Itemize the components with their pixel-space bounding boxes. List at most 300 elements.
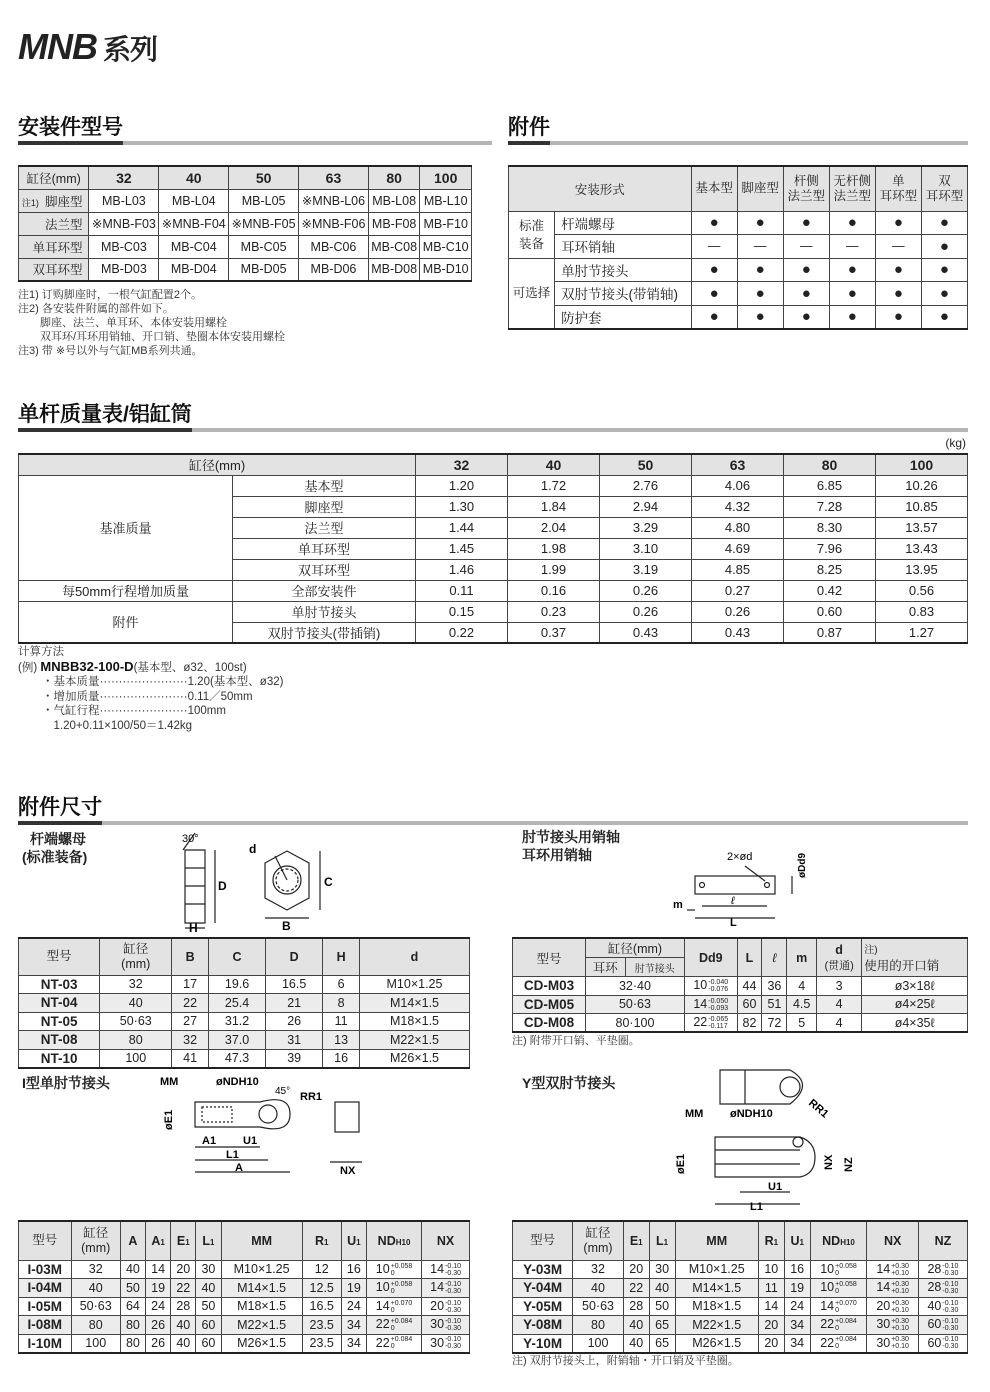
cell: 34 bbox=[341, 1334, 366, 1353]
tol-lower: 0 bbox=[835, 1325, 840, 1333]
tolerance bbox=[708, 998, 728, 1012]
header-subscript: 1 bbox=[185, 1237, 190, 1247]
tolerance bbox=[391, 1263, 413, 1277]
header-bore-63: 63 bbox=[692, 454, 784, 475]
mass-value: 1.45 bbox=[416, 538, 508, 559]
double-knuckle-diagram bbox=[650, 1062, 890, 1212]
table-row bbox=[19, 258, 472, 281]
included-dot: ● bbox=[783, 258, 829, 282]
table-row bbox=[509, 282, 968, 306]
cell: 14 +0.070 0 bbox=[810, 1297, 867, 1316]
header-line: 杆侧 bbox=[793, 173, 819, 188]
cell: 12.5 bbox=[302, 1279, 341, 1298]
dim-D-label: D bbox=[218, 879, 227, 893]
note-line: 双耳环/耳环用销轴、开口销、垫圈本体安装用螺栓 bbox=[18, 331, 286, 343]
tolerance bbox=[891, 1300, 909, 1314]
tolerance bbox=[891, 1336, 909, 1350]
not-applicable: — bbox=[691, 235, 737, 259]
mass-value: 8.25 bbox=[784, 559, 876, 580]
cell: MB-F08 bbox=[368, 212, 420, 235]
tol-lower: -0.30 bbox=[445, 1325, 462, 1333]
included-dot: ● bbox=[875, 211, 921, 235]
pin-note: 注) 附带开口销、平垫圈。 bbox=[512, 1035, 640, 1047]
tol-upper: +0.084 bbox=[390, 1318, 413, 1326]
NZ-label: NZ bbox=[843, 1157, 855, 1172]
mass-value: 1.44 bbox=[416, 517, 508, 538]
header-line: 缸径 bbox=[585, 1225, 611, 1240]
tol-lower: -0.30 bbox=[942, 1306, 959, 1314]
group-label bbox=[509, 211, 555, 258]
mass-value: 13.95 bbox=[876, 559, 968, 580]
tol-lower: -0.30 bbox=[942, 1325, 959, 1333]
nut-table bbox=[18, 937, 470, 1069]
table-row bbox=[513, 1297, 968, 1316]
table-row bbox=[19, 580, 968, 601]
mounting-notes bbox=[18, 288, 285, 358]
table-row bbox=[19, 1012, 470, 1031]
MM-label: MM bbox=[685, 1108, 704, 1120]
tol-lower: 0 bbox=[835, 1306, 840, 1314]
tol-upper: +0.30 bbox=[891, 1336, 909, 1344]
tolerance bbox=[445, 1300, 461, 1314]
tol-upper: +0.30 bbox=[891, 1299, 909, 1307]
cell: MB-C08 bbox=[368, 235, 420, 258]
header-line: (mm) bbox=[583, 1240, 613, 1255]
cell: MB-D03 bbox=[89, 258, 159, 281]
mass-value: 1.98 bbox=[508, 538, 600, 559]
tol-upper: -0.10 bbox=[942, 1299, 959, 1307]
included-dot: ● bbox=[783, 211, 829, 235]
header-subscript: H10 bbox=[395, 1237, 411, 1247]
cell: 34 bbox=[784, 1334, 810, 1353]
included-dot: ● bbox=[737, 258, 783, 282]
item-name: 双耳环型 bbox=[233, 559, 416, 580]
single-knuckle-diagram bbox=[150, 1072, 380, 1182]
header-bore-50: 50 bbox=[600, 454, 692, 475]
mass-value: 0.43 bbox=[600, 622, 692, 643]
header-mount-type bbox=[829, 166, 875, 211]
U1-label: U1 bbox=[768, 1181, 783, 1193]
header-pin: 注) 使用的开口销 bbox=[862, 938, 968, 977]
cell: 30 bbox=[196, 1260, 221, 1279]
item-name: 单耳环型 bbox=[233, 538, 416, 559]
row-label bbox=[19, 235, 89, 258]
calc-model: MNBB32-100-D bbox=[40, 658, 134, 674]
table-row bbox=[513, 1334, 968, 1353]
table-row bbox=[19, 1049, 470, 1068]
cell: 60 -0.10 -0.30 bbox=[918, 1334, 967, 1353]
mass-value: 0.26 bbox=[600, 601, 692, 622]
cell: M14×1.5 bbox=[675, 1279, 758, 1298]
mass-value: 0.83 bbox=[876, 601, 968, 622]
tolerance bbox=[708, 979, 728, 993]
model-cell: Y-05M bbox=[513, 1297, 573, 1316]
tol-lower: -0.30 bbox=[942, 1288, 959, 1296]
header-line: (mm) bbox=[81, 1240, 111, 1255]
calc-line: ・基本质量·······················1.20(基本型、ø32) bbox=[42, 676, 284, 688]
header-bore-40: 40 bbox=[508, 454, 600, 475]
group-label-line: 可选择 bbox=[512, 286, 551, 300]
mass-value: 3.10 bbox=[600, 538, 692, 559]
note-line: 注2) 各安装件附属的部件如下。 bbox=[18, 303, 174, 315]
mass-value: 0.60 bbox=[784, 601, 876, 622]
header-ndh10: NDH10 bbox=[810, 1221, 867, 1260]
included-dot: ● bbox=[691, 282, 737, 306]
model-cell: Y-10M bbox=[513, 1334, 573, 1353]
dim-C-label: C bbox=[324, 875, 333, 889]
cell: 26 bbox=[266, 1012, 323, 1031]
cell: M10×1.25 bbox=[675, 1260, 758, 1279]
tol-upper: -0.10 bbox=[445, 1318, 462, 1326]
included-dot: ● bbox=[921, 211, 967, 235]
pin-cell: ø4×35ℓ bbox=[862, 1014, 968, 1033]
included-dot: ● bbox=[829, 211, 875, 235]
mounting-heading: 安装件型号 bbox=[18, 115, 492, 145]
header-e1: E1 bbox=[623, 1221, 649, 1260]
dim-L-label: L bbox=[730, 917, 737, 928]
header-bore-32: 32 bbox=[89, 166, 159, 189]
included-dot: ● bbox=[691, 211, 737, 235]
tol-upper: -0.10 bbox=[942, 1336, 959, 1344]
row-label-text: 单耳环型 bbox=[32, 240, 83, 255]
pin-cell: ø3×18ℓ bbox=[862, 977, 968, 996]
table-row bbox=[513, 977, 968, 996]
cell: 50·63 bbox=[71, 1297, 120, 1316]
nut-title: 杆端螺母 (标准装备) bbox=[22, 831, 88, 865]
header-mm: MM bbox=[221, 1221, 302, 1260]
cell: 14 -0.10 -0.30 bbox=[422, 1279, 470, 1298]
table-row bbox=[19, 189, 472, 212]
included-dot: ● bbox=[875, 282, 921, 306]
tolerance bbox=[942, 1318, 958, 1332]
row-label bbox=[19, 258, 89, 281]
cell: 64 bbox=[120, 1297, 145, 1316]
cell: 11 bbox=[758, 1279, 784, 1298]
cell: 30 -0.10 -0.30 bbox=[422, 1334, 470, 1353]
cell: 10 +0.058 0 bbox=[810, 1260, 867, 1279]
model-cell: CD-M03 bbox=[513, 977, 586, 996]
tolerance bbox=[891, 1263, 909, 1277]
row-label bbox=[19, 189, 89, 212]
m-cell: 4 bbox=[787, 977, 817, 996]
cell: M14×1.5 bbox=[360, 994, 470, 1013]
tol-upper: -0.10 bbox=[942, 1318, 959, 1326]
cell: 50 bbox=[196, 1297, 221, 1316]
cell: M10×1.25 bbox=[221, 1260, 302, 1279]
note-line: 注3) 带 ※号以外与气缸MB系列共通。 bbox=[18, 345, 203, 357]
cell: M26×1.5 bbox=[221, 1334, 302, 1353]
cell: 80 bbox=[573, 1316, 624, 1335]
cell: 24 bbox=[341, 1297, 366, 1316]
table-row bbox=[19, 1297, 470, 1316]
bore-cell: 32·40 bbox=[585, 977, 684, 996]
table-row bbox=[19, 1260, 470, 1279]
row-label-text: 双耳环型 bbox=[32, 263, 83, 278]
cell: 50·63 bbox=[100, 1012, 172, 1031]
tolerance bbox=[708, 1016, 728, 1030]
cell: 22 bbox=[623, 1279, 649, 1298]
header-bore-100: 100 bbox=[420, 166, 472, 189]
cell: 40 bbox=[623, 1334, 649, 1353]
cell: 32 bbox=[100, 975, 172, 994]
tol-upper: +0.058 bbox=[390, 1281, 413, 1289]
cell: 31 bbox=[266, 1031, 323, 1050]
header-subscript: 1 bbox=[663, 1237, 669, 1247]
header-ndh10: NDH10 bbox=[366, 1221, 421, 1260]
not-applicable: — bbox=[737, 235, 783, 259]
header-m: m bbox=[787, 938, 817, 977]
cell: 100 bbox=[100, 1049, 172, 1068]
table-row bbox=[513, 1260, 968, 1279]
included-dot: ● bbox=[829, 305, 875, 329]
tolerance bbox=[835, 1318, 857, 1332]
item-name: 双肘节接头(带插销) bbox=[233, 622, 416, 643]
mounting-table bbox=[18, 165, 472, 282]
series-name: MNB bbox=[18, 26, 97, 67]
accessory-heading: 附件 bbox=[508, 115, 968, 145]
table-row bbox=[19, 212, 472, 235]
tol-lower: +0.10 bbox=[891, 1343, 909, 1351]
item-name: 耳环销轴 bbox=[555, 235, 692, 259]
NX-label: NX bbox=[823, 1154, 835, 1170]
header-a1: A1 bbox=[146, 1221, 171, 1260]
tolerance bbox=[391, 1336, 413, 1350]
tol-upper: -0.10 bbox=[445, 1336, 462, 1344]
bore-cell: 50·63 bbox=[585, 995, 684, 1014]
tol-upper: +0.30 bbox=[891, 1281, 909, 1289]
cell: 30 +0.30 +0.10 bbox=[867, 1316, 918, 1335]
tol-lower: -0.30 bbox=[445, 1288, 462, 1296]
mass-value: 13.57 bbox=[876, 517, 968, 538]
model-cell: NT-05 bbox=[19, 1012, 100, 1031]
tolerance bbox=[391, 1281, 413, 1295]
pin-table bbox=[512, 937, 968, 1033]
row-label bbox=[19, 212, 89, 235]
cell: 28 bbox=[171, 1297, 196, 1316]
header-line: 法兰型 bbox=[787, 188, 825, 203]
tolerance bbox=[835, 1336, 857, 1350]
cell: 22 bbox=[172, 994, 209, 1013]
header-bore-50: 50 bbox=[229, 166, 299, 189]
mass-value: 7.28 bbox=[784, 496, 876, 517]
cell: 14 +0.30 +0.10 bbox=[867, 1260, 918, 1279]
cell: ※MNB-F03 bbox=[89, 212, 159, 235]
header-line: 无杆侧 bbox=[833, 173, 872, 188]
table-row bbox=[513, 995, 968, 1014]
table-row bbox=[19, 1279, 470, 1298]
cell: MB-D06 bbox=[299, 258, 369, 281]
cell: 22 +0.084 0 bbox=[366, 1316, 421, 1335]
mass-value: 4.06 bbox=[692, 475, 784, 496]
cell: 28 bbox=[623, 1297, 649, 1316]
tolerance bbox=[942, 1263, 958, 1277]
mass-value: 2.04 bbox=[508, 517, 600, 538]
cell: M18×1.5 bbox=[675, 1297, 758, 1316]
L-cell: 60 bbox=[737, 995, 762, 1014]
header-r1: R1 bbox=[758, 1221, 784, 1260]
calc-line: 1.20+0.11×100/50＝1.42kg bbox=[42, 719, 193, 732]
cell: 65 bbox=[649, 1316, 675, 1335]
cell: MB-L10 bbox=[420, 189, 472, 212]
cell: 25.4 bbox=[209, 994, 266, 1013]
model-cell: NT-08 bbox=[19, 1031, 100, 1050]
cell: 22 +0.084 0 bbox=[810, 1334, 867, 1353]
cell: 10 bbox=[758, 1260, 784, 1279]
mass-value: 4.80 bbox=[692, 517, 784, 538]
cell: 80 bbox=[120, 1334, 145, 1353]
cell: 31.2 bbox=[209, 1012, 266, 1031]
header-bore: 缸径(mm) bbox=[19, 454, 416, 475]
m-cell: 5 bbox=[787, 1014, 817, 1033]
header-line: 双 bbox=[938, 173, 951, 188]
tolerance bbox=[942, 1281, 958, 1295]
cell: 14 +0.070 0 bbox=[366, 1297, 421, 1316]
header-bore-32: 32 bbox=[416, 454, 508, 475]
included-dot: ● bbox=[691, 258, 737, 282]
mass-table bbox=[18, 453, 968, 644]
mass-value: 0.22 bbox=[416, 622, 508, 643]
tolerance bbox=[445, 1281, 461, 1295]
cell: 16 bbox=[323, 1049, 360, 1068]
tol-upper: -0.10 bbox=[942, 1262, 959, 1270]
bore-cell: 80·100 bbox=[585, 1014, 684, 1033]
cell: 40 bbox=[649, 1279, 675, 1298]
dim-Dd9-label: øDd9 bbox=[797, 853, 808, 878]
cell: 80 bbox=[100, 1031, 172, 1050]
group-label: 每50mm行程增加质量 bbox=[19, 580, 233, 601]
header-subscript: 1 bbox=[773, 1237, 779, 1247]
item-name: 防护套 bbox=[555, 305, 692, 329]
header-line: 单 bbox=[892, 173, 905, 188]
cell: 40 bbox=[623, 1316, 649, 1335]
cell: 50 bbox=[120, 1279, 145, 1298]
header-model: 型号 bbox=[19, 1221, 72, 1260]
pin-diagram bbox=[665, 838, 815, 928]
cell: 50 bbox=[649, 1297, 675, 1316]
mass-value: 0.15 bbox=[416, 601, 508, 622]
group-label: 附件 bbox=[19, 601, 233, 643]
calc-title: 计算方法 bbox=[18, 646, 64, 658]
included-dot: ● bbox=[783, 282, 829, 306]
E1-label: øE1 bbox=[675, 1153, 687, 1174]
item-name: 双肘节接头(带销轴) bbox=[555, 282, 692, 306]
L1-label: L1 bbox=[750, 1201, 763, 1212]
cell: 19 bbox=[341, 1279, 366, 1298]
mass-unit: (kg) bbox=[945, 436, 966, 450]
cell: 40 bbox=[120, 1260, 145, 1279]
table-row bbox=[19, 235, 472, 258]
cell: MB-C10 bbox=[420, 235, 472, 258]
accessory-table bbox=[508, 165, 968, 330]
cell: 100 bbox=[573, 1334, 624, 1353]
header-D: Dd9 bbox=[685, 938, 738, 977]
l-cell: 51 bbox=[762, 995, 787, 1014]
included-dot: ● bbox=[691, 305, 737, 329]
cell: MB-F10 bbox=[420, 212, 472, 235]
d-cell: 4 bbox=[816, 995, 861, 1014]
pin-title: 肘节接头用销轴 耳环用销轴 bbox=[522, 829, 620, 863]
cell: 20 bbox=[171, 1260, 196, 1279]
tol-upper: +0.058 bbox=[835, 1262, 857, 1270]
mass-value: 6.85 bbox=[784, 475, 876, 496]
L-cell: 82 bbox=[737, 1014, 762, 1033]
cell: 16 bbox=[784, 1260, 810, 1279]
mass-value: 0.56 bbox=[876, 580, 968, 601]
cell: 16.5 bbox=[302, 1297, 341, 1316]
included-dot: ● bbox=[921, 282, 967, 306]
header-subscript: 1 bbox=[210, 1237, 215, 1247]
cell: 34 bbox=[341, 1316, 366, 1335]
cell: 20 -0.10 -0.30 bbox=[422, 1297, 470, 1316]
cell: M10×1.25 bbox=[360, 975, 470, 994]
D-cell: 22 -0.065 -0.117 bbox=[685, 1014, 738, 1033]
included-dot: ● bbox=[875, 258, 921, 282]
cell: ※MNB-L06 bbox=[299, 189, 369, 212]
mass-value: 4.32 bbox=[692, 496, 784, 517]
A-label: A bbox=[235, 1162, 243, 1174]
cell: 28 -0.10 -0.30 bbox=[918, 1260, 967, 1279]
model-cell: I-08M bbox=[19, 1316, 72, 1335]
tol-lower: -0.076 bbox=[708, 986, 729, 994]
header-line: 耳环型 bbox=[879, 188, 918, 203]
table-row bbox=[19, 1031, 470, 1050]
model-cell: NT-03 bbox=[19, 975, 100, 994]
mass-value: 0.42 bbox=[784, 580, 876, 601]
tol-upper: +0.070 bbox=[835, 1299, 857, 1307]
cell: 40 bbox=[171, 1334, 196, 1353]
tolerance bbox=[445, 1263, 461, 1277]
tol-upper: -0.10 bbox=[445, 1281, 462, 1289]
item-name: 单肘节接头 bbox=[233, 601, 416, 622]
header-bore: 缸径(mm) bbox=[19, 166, 89, 189]
cell: MB-D08 bbox=[368, 258, 420, 281]
header-line: 基本型 bbox=[695, 181, 733, 196]
header-model: 型号 bbox=[513, 1221, 573, 1260]
header-a: A bbox=[120, 1221, 145, 1260]
header-mount-type bbox=[691, 166, 737, 211]
cell: 32 bbox=[71, 1260, 120, 1279]
tol-lower: +0.10 bbox=[891, 1288, 909, 1296]
header-nz: NZ bbox=[918, 1221, 967, 1260]
dim-d-label: d bbox=[249, 842, 257, 856]
header-nx: NX bbox=[867, 1221, 918, 1260]
cell: M22×1.5 bbox=[675, 1316, 758, 1335]
included-dot: ● bbox=[921, 305, 967, 329]
mass-value: 0.16 bbox=[508, 580, 600, 601]
tolerance bbox=[835, 1300, 857, 1314]
cell: 41 bbox=[172, 1049, 209, 1068]
tol-upper: -0.10 bbox=[445, 1299, 462, 1307]
table-row bbox=[513, 1316, 968, 1335]
tol-upper: -0.040 bbox=[708, 979, 729, 987]
model-cell: CD-M05 bbox=[513, 995, 586, 1014]
mass-value: 8.30 bbox=[784, 517, 876, 538]
header-bore-80: 80 bbox=[784, 454, 876, 475]
tol-lower: 0 bbox=[835, 1343, 840, 1351]
tol-upper: -0.10 bbox=[445, 1262, 462, 1270]
D-cell: 10 -0.040 -0.076 bbox=[685, 977, 738, 996]
table-row bbox=[19, 975, 470, 994]
cell: 40 bbox=[100, 994, 172, 1013]
header-bore bbox=[71, 1221, 120, 1260]
tol-upper: -0.10 bbox=[942, 1281, 959, 1289]
header-model: 型号 bbox=[19, 938, 100, 975]
tolerance bbox=[391, 1318, 413, 1332]
cell: M18×1.5 bbox=[221, 1297, 302, 1316]
header-mount-type bbox=[737, 166, 783, 211]
header-h: H bbox=[323, 938, 360, 975]
group-label-line: 装备 bbox=[519, 236, 545, 251]
